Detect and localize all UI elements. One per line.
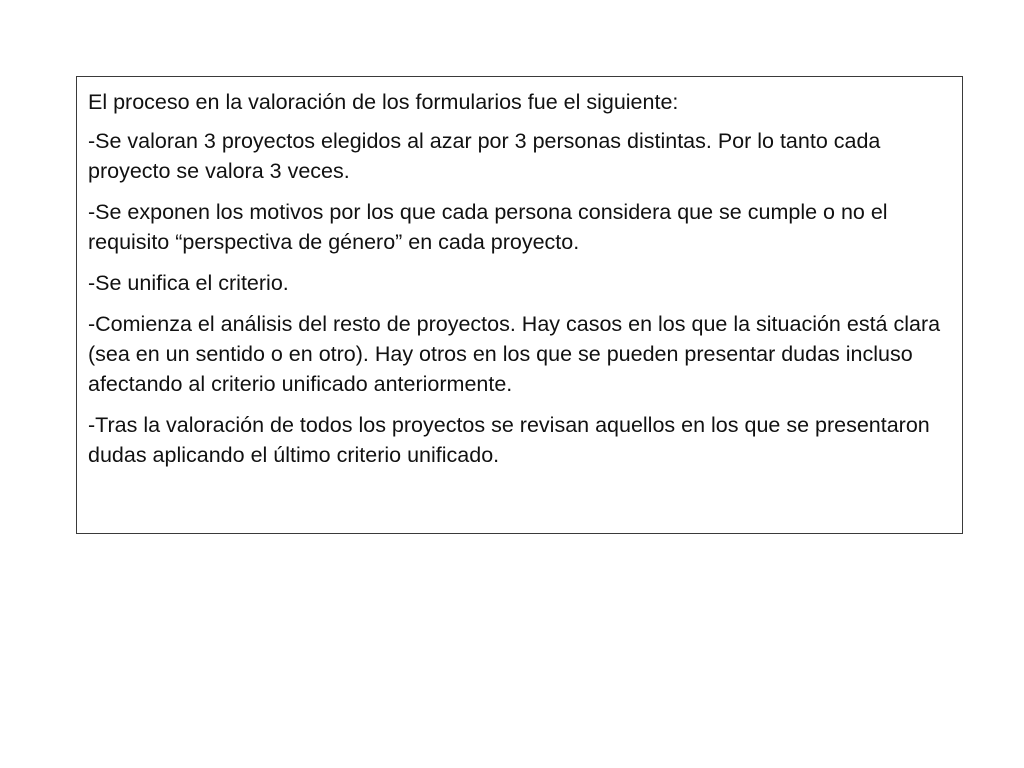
step-paragraph: -Comienza el análisis del resto de proyectos. Hay casos en los que la situación está clara (sea en un sentido o en otro). Hay otros en los que se pueden presentar dudas incluso afectando al criterio unificado anteriormente. (88, 312, 941, 396)
intro-paragraph: El proceso en la valoración de los formularios fue el siguiente: (88, 90, 679, 114)
step-paragraph: -Tras la valoración de todos los proyectos se revisan aquellos en los que se presentaron dudas aplicando el último criterio unificado. (88, 413, 930, 467)
text-box (76, 76, 963, 534)
step-paragraph: -Se unifica el criterio. (88, 271, 289, 295)
step-paragraph: -Se exponen los motivos por los que cada persona considera que se cumple o no el requisito “perspectiva de género” en cada proyecto. (88, 200, 888, 254)
step-paragraph: -Se valoran 3 proyectos elegidos al azar por 3 personas distintas. Por lo tanto cada proyecto se valora 3 veces. (88, 129, 881, 183)
